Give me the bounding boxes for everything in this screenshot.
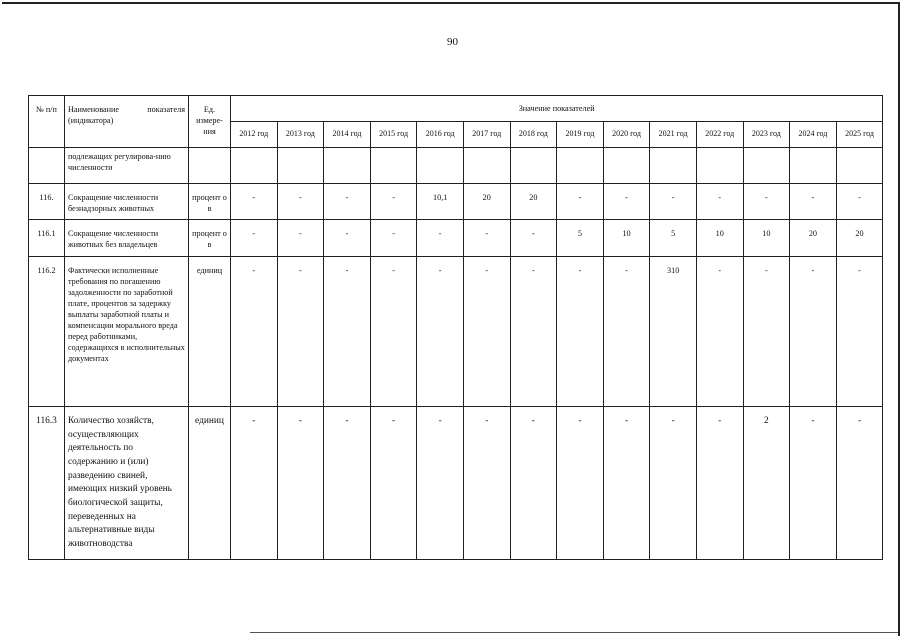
value-cell: - xyxy=(417,220,464,256)
value-cell xyxy=(510,148,557,184)
header-year: 2012 год xyxy=(231,122,278,148)
value-cell xyxy=(231,148,278,184)
header-number: № п/п xyxy=(29,96,65,148)
table-row xyxy=(29,184,883,220)
value-cell xyxy=(603,148,650,184)
header-year: 2014 год xyxy=(324,122,371,148)
value-cell: - xyxy=(557,184,604,220)
value-cell: - xyxy=(231,220,278,256)
indicator-name: Фактически исполненные требования по погашению задолженности по заработной плате, процентов за задержку выплаты заработной платы и компенсации морального вреда перед работниками, содержащихся в исполнительных документах xyxy=(65,256,189,407)
header-year: 2018 год xyxy=(510,122,557,148)
value-cell: 10 xyxy=(603,220,650,256)
value-cell: - xyxy=(370,256,417,407)
header-year: 2019 год xyxy=(557,122,604,148)
row-number: 116. xyxy=(29,184,65,220)
indicators-table xyxy=(28,95,883,560)
value-cell xyxy=(836,148,883,184)
header-year: 2016 год xyxy=(417,122,464,148)
header-unit: Ед. измере-ния xyxy=(189,96,231,148)
value-cell: - xyxy=(836,256,883,407)
value-cell: - xyxy=(417,407,464,560)
header-name: Наименование показателя (индикатора) xyxy=(65,96,189,148)
header-year: 2015 год xyxy=(370,122,417,148)
table-row xyxy=(29,148,883,184)
indicator-name: Количество хозяйств, осуществляющих деятельность по содержанию и (или) разведению свиней, имеющих низкий уровень биологической защиты, переведенных на альтернативные виды животноводства xyxy=(65,407,189,560)
value-cell: - xyxy=(231,256,278,407)
value-cell: - xyxy=(324,220,371,256)
value-cell: - xyxy=(696,407,743,560)
value-cell: - xyxy=(696,256,743,407)
header-values-group: Значение показателей xyxy=(231,96,883,122)
value-cell xyxy=(557,148,604,184)
value-cell: - xyxy=(743,184,790,220)
value-cell xyxy=(743,148,790,184)
value-cell: 10 xyxy=(743,220,790,256)
value-cell xyxy=(790,148,837,184)
value-cell: - xyxy=(463,256,510,407)
value-cell: - xyxy=(324,184,371,220)
table-row xyxy=(29,407,883,560)
header-year: 2023 год xyxy=(743,122,790,148)
value-cell: - xyxy=(370,407,417,560)
value-cell: - xyxy=(277,256,324,407)
value-cell: - xyxy=(463,220,510,256)
value-cell xyxy=(370,148,417,184)
value-cell: - xyxy=(650,407,697,560)
value-cell: - xyxy=(557,256,604,407)
value-cell: - xyxy=(603,184,650,220)
row-number: 116.2 xyxy=(29,256,65,407)
value-cell: - xyxy=(370,220,417,256)
value-cell: - xyxy=(463,407,510,560)
value-cell: - xyxy=(277,184,324,220)
value-cell: - xyxy=(790,256,837,407)
unit-of-measure: единиц xyxy=(189,256,231,407)
value-cell: - xyxy=(696,184,743,220)
value-cell: - xyxy=(324,407,371,560)
value-cell: 20 xyxy=(510,184,557,220)
value-cell: - xyxy=(790,184,837,220)
value-cell: 5 xyxy=(557,220,604,256)
value-cell: - xyxy=(557,407,604,560)
value-cell: 10 xyxy=(696,220,743,256)
value-cell: 2 xyxy=(743,407,790,560)
page-number: 90 xyxy=(447,36,458,48)
value-cell: - xyxy=(743,256,790,407)
value-cell: - xyxy=(510,407,557,560)
value-cell: - xyxy=(603,407,650,560)
table-row xyxy=(29,256,883,407)
row-number: 116.3 xyxy=(29,407,65,560)
value-cell xyxy=(463,148,510,184)
row-number xyxy=(29,148,65,184)
value-cell: - xyxy=(510,256,557,407)
value-cell: 20 xyxy=(790,220,837,256)
value-cell: - xyxy=(650,184,697,220)
value-cell: 20 xyxy=(836,220,883,256)
value-cell: - xyxy=(510,220,557,256)
value-cell: - xyxy=(277,407,324,560)
indicator-name: Сокращение численности безнадзорных животных xyxy=(65,184,189,220)
value-cell: - xyxy=(370,184,417,220)
header-year: 2020 год xyxy=(603,122,650,148)
value-cell: - xyxy=(231,407,278,560)
header-year: 2021 год xyxy=(650,122,697,148)
value-cell: - xyxy=(836,407,883,560)
value-cell: - xyxy=(277,220,324,256)
header-year: 2022 год xyxy=(696,122,743,148)
unit-of-measure xyxy=(189,148,231,184)
bottom-rule xyxy=(250,632,898,633)
value-cell: - xyxy=(603,256,650,407)
table-row xyxy=(29,220,883,256)
value-cell: - xyxy=(417,256,464,407)
value-cell: 5 xyxy=(650,220,697,256)
value-cell: - xyxy=(836,184,883,220)
row-number: 116.1 xyxy=(29,220,65,256)
value-cell xyxy=(696,148,743,184)
value-cell: 10,1 xyxy=(417,184,464,220)
value-cell: 20 xyxy=(463,184,510,220)
header-year: 2013 год xyxy=(277,122,324,148)
indicator-name: Сокращение численности животных без владельцев xyxy=(65,220,189,256)
header-year: 2017 год xyxy=(463,122,510,148)
header-year: 2024 год xyxy=(790,122,837,148)
unit-of-measure: единиц xyxy=(189,407,231,560)
value-cell: - xyxy=(790,407,837,560)
value-cell: - xyxy=(231,184,278,220)
value-cell: 310 xyxy=(650,256,697,407)
unit-of-measure: процент ов xyxy=(189,184,231,220)
value-cell: - xyxy=(324,256,371,407)
value-cell xyxy=(324,148,371,184)
indicator-name: подлежащих регулирова-нию численности xyxy=(65,148,189,184)
unit-of-measure: процент ов xyxy=(189,220,231,256)
header-year: 2025 год xyxy=(836,122,883,148)
value-cell xyxy=(650,148,697,184)
value-cell xyxy=(277,148,324,184)
value-cell xyxy=(417,148,464,184)
